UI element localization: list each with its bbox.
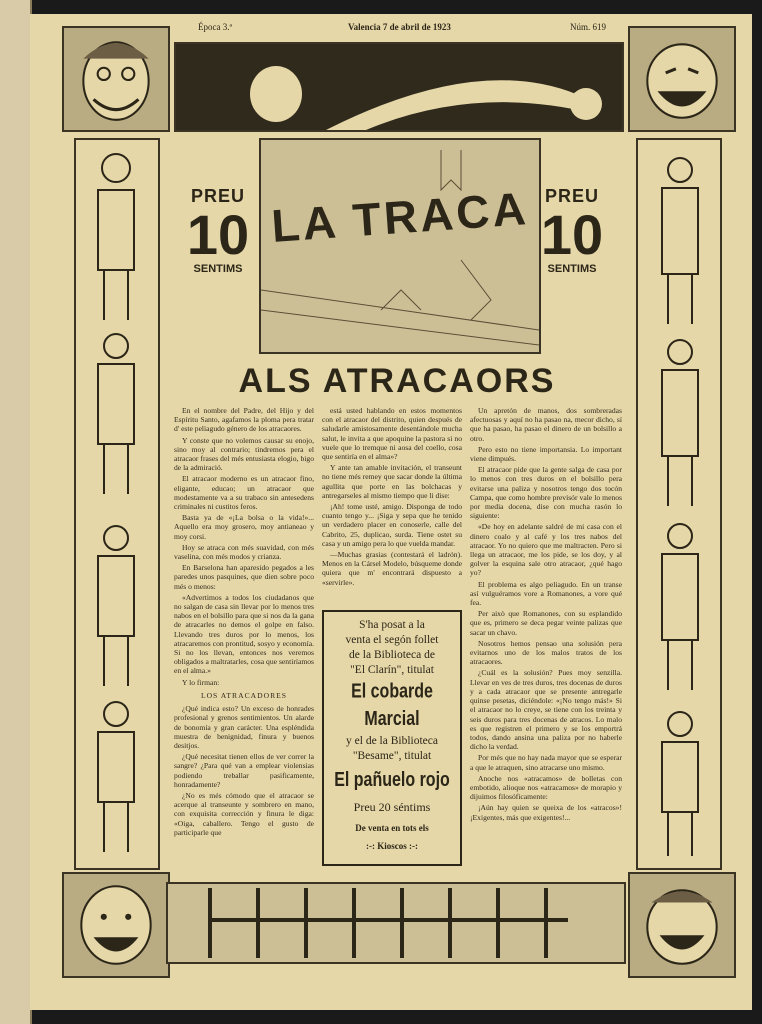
corner-caricature-bottom-left [62,872,170,978]
paragraph: En el nombre del Padre, del Hijo y del Espíritu Santo, agafamos la ploma pera tratar d' este peliagudo género de los atracaores. [174,406,314,434]
ad-book-title-1: El cobarde Marcial [351,681,433,730]
ad-line: "Besame", titulat [352,750,432,762]
corner-caricature-top-right [628,26,736,132]
ad-price: Preu 20 séntims [353,800,431,814]
paragraph: Anoche nos «atracamos» de bolletas con embotido, alioque nos «atracamos» de morapio y dijuimos filosóficamente: [470,773,622,802]
laughing-face-icon [630,28,734,130]
price-badge-word: PREU [544,186,599,206]
issue-epoch: Época 3.ª [198,22,232,32]
paragraph: ¿Qué indica esto? Un exceso de honrades profesional y grenos sentimientos. Un alarde de bonomía y gran carácter. Una espléndida muestra de benignidad, finura y buenos desitjos. [174,704,314,750]
paragraph: ¿Cuál es la solusión? Pues moy senzilla. Llevar en ves de tres duros, tres docenas de duros y a cada atracaor que se presente antregarle quinse pesetas, diciéndole: «¡No tengo más!» Si el atracaor no lo creye, se tiene con los treinta y seis duros para tres docenas de atracos. Lo malo es que registren el primero y se los emportrá todos, dando ansina una paliza por no haberle dicho la verdad. [470,668,622,752]
paragraph: Y ante tan amable invitación, el transeunt no tiene més remey que sacar donde la última agullita que porte en las bolchacas y antregarseles al mismo tiempo que li dise: [322,463,462,500]
ad-book-title-2: El pañuelo rojo [334,769,450,791]
masthead-title: LA TRACA [269,182,531,252]
paragraph: está usted hablando en estos momentos con el atracaor del distrito, quien después de saludarle amistosamente desentándole mucha salut, le invita a que apoquine la pastora si no vuele que lo tremque ni aosa del coello, cosa que sentiría en el alma»? [322,406,462,462]
paragraph: —Muchas grasias (contestará el ladrón). Menos en la Cársel Modelo, búsqueme donde quiera que m' encontrará dispuesto a «servirle». [322,550,462,587]
paragraph: ¿No es més cómodo que el atracaor se acerque al transeunte y sombrero en mano, con exquisita corrección y finura le diga: «Oiga, caballero. Tengo el gusto de participarle que [174,790,314,837]
corner-caricature-top-left [62,26,170,132]
paragraph: ¡Ah! tome usté, amigo. Disponga de todo cuanto tengo y... ¡Siga y sepa que he tenido un verdadero placer en conoserle, calle del Cabrito, 25, duplicao, surda. Tiene ostet su casa y un amigo pera lo que vuelda mandar. [322,502,462,548]
price-badge-amount: 10 [540,203,604,266]
ad-line: de la Biblioteca de [349,649,435,661]
comet-illustration-icon [176,44,622,130]
top-banner-illustration [174,42,624,132]
jail-bars-icon [208,888,568,958]
right-figure-column [636,138,722,870]
article-column-1 [174,406,314,839]
price-badge-right [534,186,610,290]
paragraph: Y lo firman: [182,677,220,687]
library-advertisement [322,610,462,866]
ad-line: venta el segón follet [345,634,439,646]
ad-line: y el de la Biblioteca [346,735,438,747]
article-headline: ALS ATRACAORS [238,362,556,400]
ad-line: S'ha posat a la [359,619,425,631]
standing-figures-icon [638,140,720,868]
article-column-3 [470,406,622,824]
paragraph: El atracaor moderno es un atracaor fino, eligante, educao; un atracaor que modestamente va a su trabaco sin antesedens criminales ni custitos feros. [174,474,314,512]
newspaper-page [30,14,752,1010]
price-badge-amount: 10 [186,203,250,266]
price-badge-left [180,186,256,290]
article-column-2 [322,406,462,589]
paragraph: Hoy se atraca con més suavidad, con més vaselina, con més modos y crianza. [174,542,314,562]
ad-kioscos: :-: Kioscos :-: [366,841,418,851]
caricature-face-icon [64,28,168,130]
price-badge-unit: SENTIMS [193,263,243,275]
ad-line: "El Clarín", titulat [350,664,434,676]
price-badge-word: PREU [190,186,245,206]
issue-date: Valencia 7 de abril de 1923 [348,22,451,32]
paragraph: El problema es algo peliagudo. En un transe así vulguéramos vore a Romanones, a vore qué fea. [470,579,622,608]
paragraph: El atracaor pide que la gente salga de casa por lo menos con tres duros en el bolsillo pera evitarse una paliza y nosotros tengo dos tocón Campa, que como hombre previsór vale lo menos por media docena, dise con mucha rasón lo siguiente: [470,465,622,521]
paragraph: Nosotros hemos pensao una solusión pera evitarnos uno de los malos tratos de los atracaores. [470,638,622,667]
paragraph: «Advertimos a todos los ciudadanos que no salgan de casa sin llevar por lo menos tres nabos en el bolsillo para que si nos da la gana de atracarles no demos el golpe en falso. Llevando tres duros por lo menos, los atracaremos con prontitud, sosyo y economía. Si no los llevan, entonces nos veremos obligados a maltratarles, cosa que sentiríamos en el alma.» [174,592,314,676]
paragraph: ¡Aún hay quien se queixa de los «atracos»! ¡Exigentes, más que exigentes!... [470,803,622,822]
paragraph: Basta ya de «¡La bolsa o la vida!»... Aquello era moy grosero, moy antianeao y moy corsi. [174,513,314,541]
left-figure-column [74,138,160,870]
paragraph: Un apretón de manos, dos sombreradas afectuosas y aquí no ha pasao na, mecor dicho, sí que ha pasao, ha pasao el dinero de un bolsillo a otro. [470,406,622,443]
bald-face-icon [64,874,168,976]
paragraph: Por més que no hay nada mayor que se esperar a que le atraquen, sino atracarse uno mismo. [470,753,622,772]
paragraph: «De hoy en adelante saldré de mi casa con el dinero coalo y al café y los tres nabos del atracaor. Yo no quiero que me maltracten. Pero si llega un atracaor, me los pide, se los doy, y al golver la esquina sale otro atracaor, ¿qué hago yo? [470,522,622,578]
paragraph: Pero esto no tiene importansia. Lo important viene dimpués. [470,444,622,464]
paragraph: ¿Qué necesitat tienen ellos de ver correr la sangre? ¿Para qué van a emplear violensias podiendo treballar pasificamente, honradamente? [174,752,314,789]
paragraph: Per això que Romanones, con su esplandido que es, primero se deca pegar veinte palizas que sacar un chavo. [470,609,622,637]
paragraph: Y conste que no volemos causar su enojo, sino moy al contrario; tindremos pera el atracaor frases del més entusiasta elogio, bigo de la admiració. [174,435,314,473]
standing-figures-icon [76,140,158,868]
ad-venta: De venta en tots els [355,823,429,833]
issue-number: Núm. 619 [570,22,606,32]
corner-caricature-bottom-right [628,872,736,978]
paragraph: En Barselona han aparesido pegados a les paredes unos pasquines, que dien sobre poco més o menos: [174,563,314,591]
binding-spine [0,0,32,1024]
grinning-face-icon [630,874,734,976]
bottom-jail-illustration [166,882,626,964]
signature: LOS ATRACADORES [200,690,288,700]
masthead-illustration [259,138,541,354]
price-badge-unit: SENTIMS [547,263,597,275]
